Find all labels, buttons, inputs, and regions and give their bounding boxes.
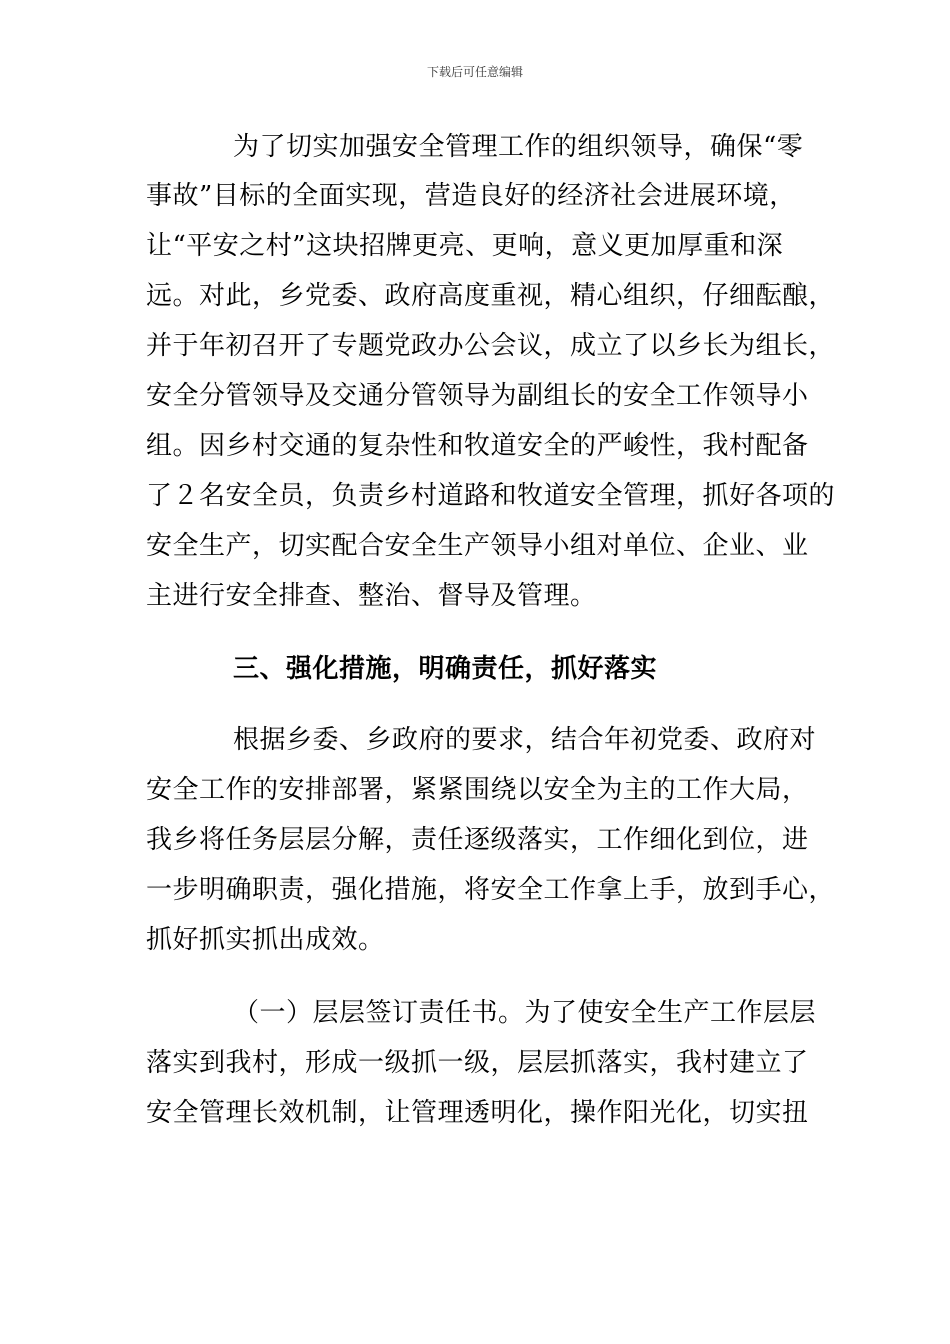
text-line: 我乡将任务层层分解，责任逐级落实，工作细化到位，进 (146, 825, 809, 855)
text-line: 安全管理长效机制，让管理透明化，操作阳光化，切实扭 (146, 1098, 809, 1128)
text-line: 了２名安全员，负责乡村道路和牧道安全管理，抓好各项的 (146, 481, 836, 511)
text-line: 组。因乡村交通的复杂性和牧道安全的严峻性，我村配备 (146, 431, 809, 461)
text-line: （一）层层签订责任书。为了使安全生产工作层层 (233, 998, 817, 1028)
text-line: 抓好抓实抓出成效。 (146, 925, 385, 955)
text-line: 安全分管领导及交通分管领导为副组长的安全工作领导小 (146, 381, 809, 411)
text-line: 根据乡委、乡政府的要求，结合年初党委、政府对 (233, 725, 817, 755)
text-line: 落实到我村，形成一级抓一级，层层抓落实，我村建立了 (146, 1048, 809, 1078)
text-line: 主进行安全排查、整治、督导及管理。 (146, 581, 597, 611)
text-line: 并于年初召开了专题党政办公会议，成立了以乡长为组长， (146, 331, 836, 361)
page-header: 下载后可任意编辑 (426, 65, 523, 79)
text-line: 让“平安之村”这块招牌更亮、更响，意义更加厚重和深 (146, 231, 784, 261)
section-heading: 三、强化措施，明确责任，抓好落实 (233, 654, 658, 684)
text-line: 一步明确职责，强化措施，将安全工作拿上手，放到手心， (146, 875, 836, 905)
text-line: 为了切实加强安全管理工作的组织领导，确保“零 (233, 132, 804, 162)
text-line: 安全生产，切实配合安全生产领导小组对单位、企业、业 (146, 531, 809, 561)
text-line: 事故”目标的全面实现，营造良好的经济社会进展环境， (146, 181, 796, 211)
text-line: 远。对此，乡党委、政府高度重视，精心组织，仔细酝酿， (146, 281, 836, 311)
text-line: 安全工作的安排部署，紧紧围绕以安全为主的工作大局， (146, 775, 809, 805)
